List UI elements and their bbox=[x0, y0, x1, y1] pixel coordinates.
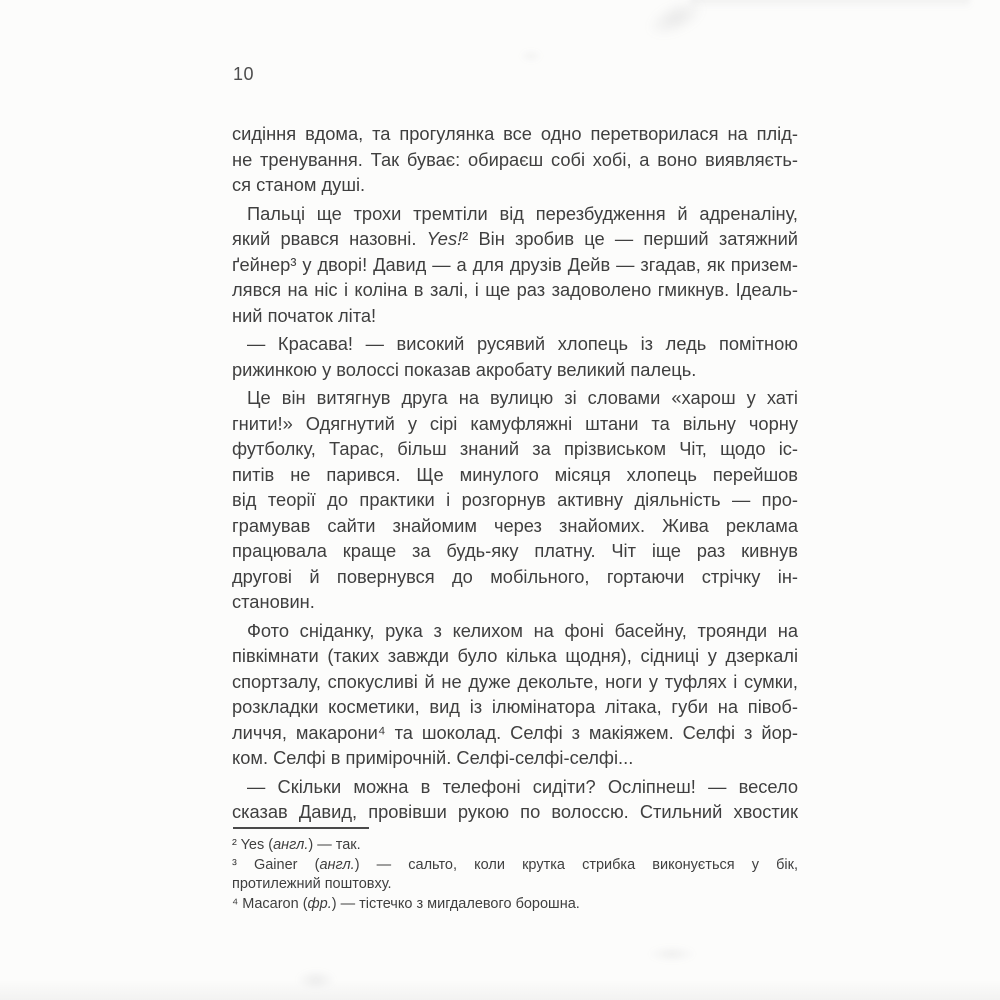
body-text-line: футболку, Тарас, більш знаний за прізвиськом Чіт, щодо іс- bbox=[232, 438, 798, 459]
body-text-line: — Скільки можна в телефоні сидіти? Осліпнеш! — весело bbox=[247, 775, 798, 797]
body-text-line: ґейнер³ у дворі! Давид — а для друзів Дейв — згадав, як призем- bbox=[232, 253, 798, 275]
body-text-line: сидіння вдома, та прогулянка все одно перетворилася на плід- bbox=[232, 123, 798, 144]
body-text-line: грамував сайти знайомим через знайомих. Жива реклама bbox=[232, 514, 798, 536]
body-text-line: становин. bbox=[232, 591, 315, 612]
body-text-line: — Красава! — високий русявий хлопець із ледь помітною bbox=[247, 333, 798, 354]
body-text-line: другові й повернувся до мобільного, гортаючи стрічку ін- bbox=[232, 565, 798, 587]
body-text-line: від теорії до практики і розгорнув активну діяльність — про- bbox=[232, 489, 798, 510]
footnote-rule bbox=[233, 827, 369, 829]
body-text-line: розкладки косметики, вид із ілюмінатора літака, губи на півоб- bbox=[232, 696, 798, 717]
footnote-line: ⁴ Macaron (фр.) — тістечко з мигдалевого борошна. bbox=[232, 896, 580, 913]
body-text-line: Це він витягнув друга на вулицю зі словами «харош у хаті bbox=[247, 387, 798, 408]
body-text-line: ком. Селфі в примірочній. Селфі-селфі-селфі... bbox=[232, 747, 634, 768]
body-text-line: ся станом душі. bbox=[232, 174, 366, 195]
body-text-line: Фото сніданку, рука з келихом на фоні басейну, троянди на bbox=[247, 619, 798, 641]
footnotes bbox=[232, 836, 798, 915]
body-text-line: личчя, макарони⁴ та шоколад. Селфі з макіяжем. Селфі з йор- bbox=[232, 721, 798, 743]
body-text-line: працювала краще за будь-яку платну. Чіт іще раз кивнув bbox=[232, 540, 798, 561]
body-text-line: півкімнати (таких завжди було кілька щодня), сідниці у дзеркалі bbox=[232, 645, 798, 666]
body-text-line: питів не парився. Ще минулого місяця хлопець перейшов bbox=[232, 463, 798, 485]
page-number: 10 bbox=[233, 64, 255, 84]
body-text-line: рижинкою у волоссі показав акробату великий палець. bbox=[232, 358, 697, 380]
body-text-line: гнити!» Одягнутий у сірі камуфляжні штани та вільну чорну bbox=[232, 412, 798, 434]
body-text-line: який рвався назовні. Yes!² Він зробив це — перший затяжний bbox=[232, 228, 798, 249]
body-text-line: Пальці ще трохи тремтіли від перезбудження й адреналіну, bbox=[247, 202, 798, 224]
body-text-line: лявся на ніс і коліна в залі, і ще раз задоволено гмикнув. Ідеаль- bbox=[232, 279, 798, 300]
body-text-line: сказав Давид, провівши рукою по волоссю. Стильний хвостик bbox=[232, 801, 798, 822]
footnote-line: ³ Gainer (англ.) — сальто, коли крутка стрибка виконується у бік, bbox=[232, 856, 798, 873]
footnote-line: протилежний поштовху. bbox=[232, 876, 392, 893]
body-text-line: ний початок літа! bbox=[232, 304, 377, 326]
body-text-line: не тренування. Так буває: обираєш собі хобі, а воно виявляєть- bbox=[232, 148, 798, 170]
body-text bbox=[232, 121, 798, 825]
footnote-line: ² Yes (англ.) — так. bbox=[232, 837, 361, 853]
body-text-line: спортзалу, спокусливі й не дуже декольте, ноги у туфлях і сумки, bbox=[232, 670, 798, 692]
